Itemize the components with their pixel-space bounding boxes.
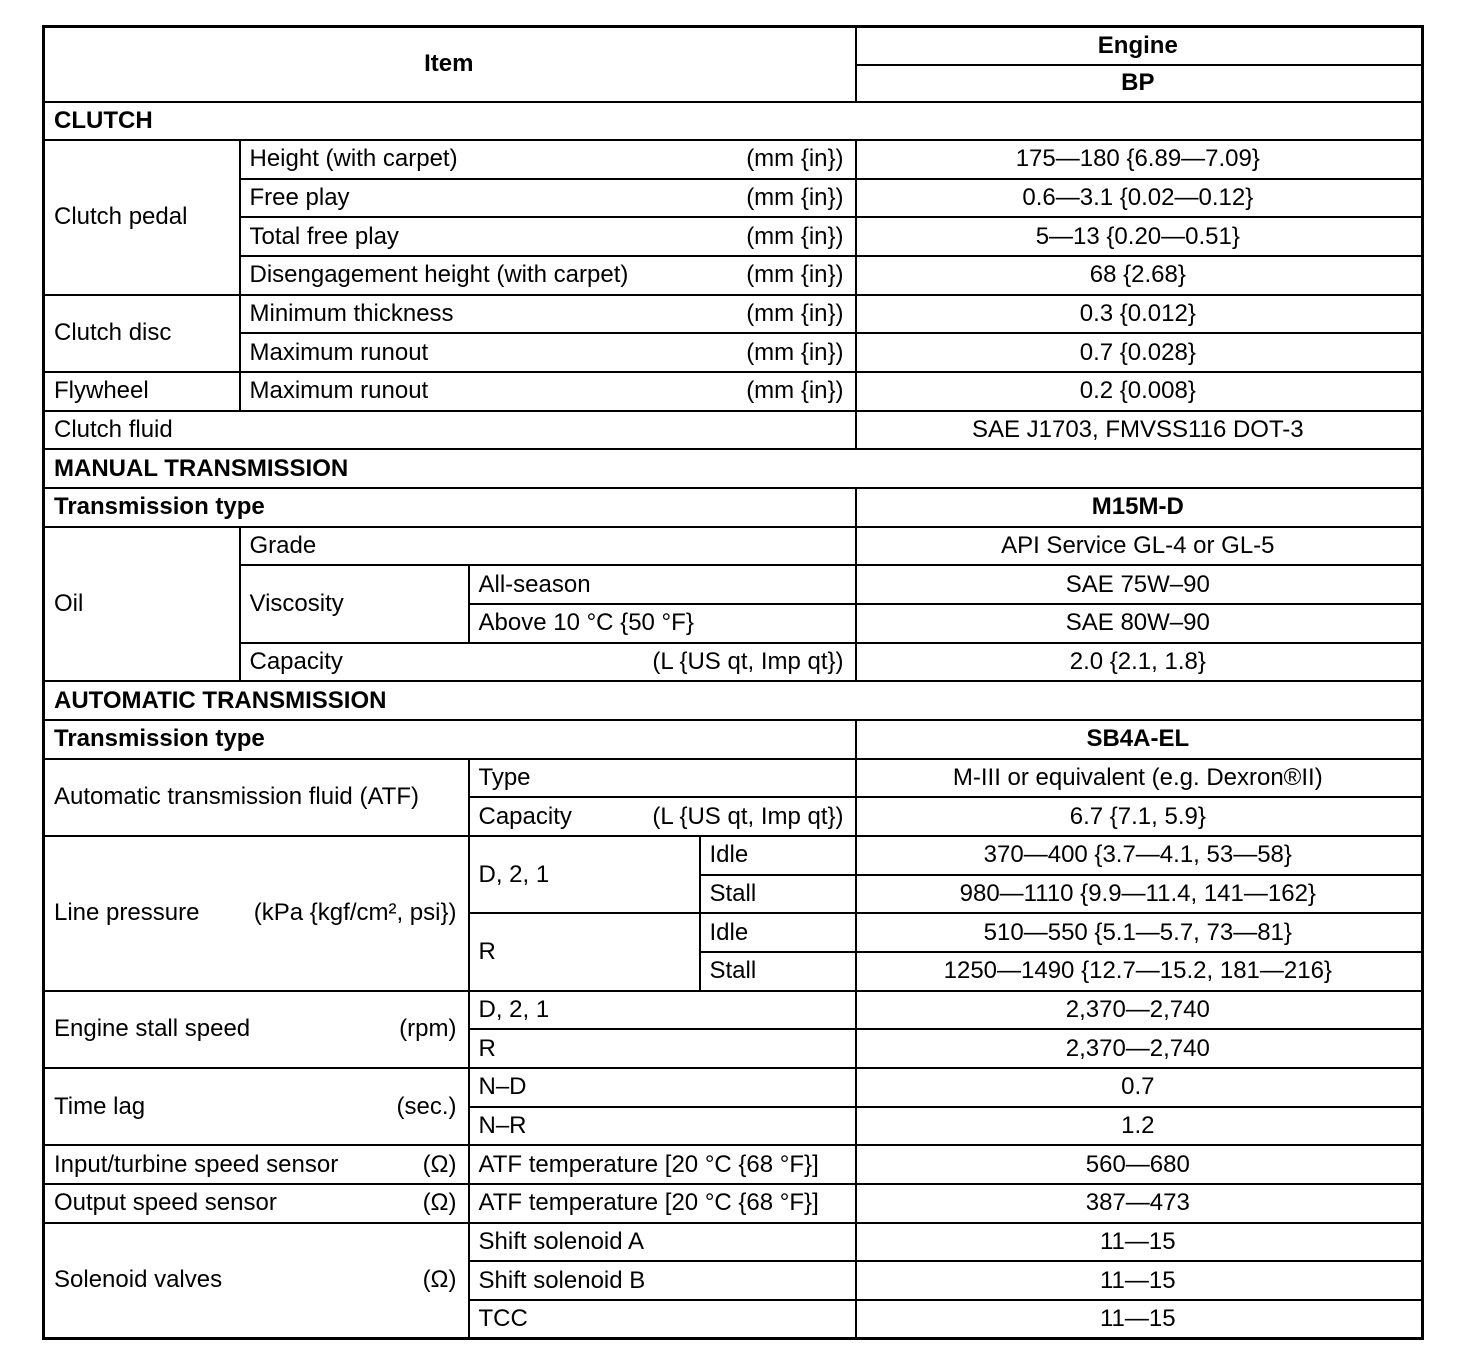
table-row xyxy=(44,140,1423,179)
atf-capacity-value: 6.7 {7.1, 5.9} xyxy=(856,797,1423,836)
item-unit-pair xyxy=(478,802,844,830)
item-label: Height (with carpet) xyxy=(249,145,458,173)
atf-capacity-item xyxy=(469,797,856,836)
flywheel-max-runout-item xyxy=(240,372,856,411)
table-row xyxy=(44,1223,1423,1262)
pedal-height-value: 175—180 {6.89—7.09} xyxy=(856,140,1423,179)
unit-label: (mm {in}) xyxy=(746,184,844,212)
disc-min-thickness-item xyxy=(240,295,856,334)
stall-speed-label-cell xyxy=(44,991,469,1068)
item-unit-pair xyxy=(250,302,844,326)
time-lag-label-cell xyxy=(44,1068,469,1145)
section-manual-transmission: MANUAL TRANSMISSION xyxy=(44,449,1423,488)
output-sensor-value: 387—473 xyxy=(856,1184,1423,1223)
output-sensor-unit: (Ω) xyxy=(422,1189,457,1217)
input-sensor-value: 560—680 xyxy=(856,1145,1423,1184)
table-row xyxy=(44,1145,1423,1184)
disc-min-thickness-value: 0.3 {0.012} xyxy=(856,295,1423,334)
line-pressure-condition: Stall xyxy=(700,875,856,914)
viscosity-condition: All-season xyxy=(469,565,856,604)
clutch-pedal-label: Clutch pedal xyxy=(44,140,240,295)
time-lag-value: 0.7 xyxy=(856,1068,1423,1107)
output-sensor-label: Output speed sensor xyxy=(54,1189,277,1217)
table-row xyxy=(44,527,1423,566)
pedal-height-item xyxy=(240,140,856,179)
item-label: Capacity xyxy=(478,802,572,830)
item-unit-pair xyxy=(249,338,844,366)
solenoid-label: Solenoid valves xyxy=(54,1266,223,1294)
table-row xyxy=(44,411,1423,450)
viscosity-value: SAE 75W–90 xyxy=(856,565,1423,604)
section-row xyxy=(44,449,1423,488)
viscosity-value: SAE 80W–90 xyxy=(856,604,1423,643)
item-unit-pair xyxy=(250,650,844,674)
section-row xyxy=(44,102,1423,141)
atf-label: Automatic transmission fluid (ATF) xyxy=(44,759,469,836)
stall-speed-range: D, 2, 1 xyxy=(469,991,856,1030)
viscosity-condition: Above 10 °C {50 °F} xyxy=(469,604,856,643)
unit-label: (L {US qt, Imp qt}) xyxy=(652,648,844,676)
stall-speed-value: 2,370—2,740 xyxy=(856,991,1423,1030)
solenoid-item: Shift solenoid B xyxy=(469,1261,856,1300)
atf-type-item: Type xyxy=(469,759,856,798)
disc-max-runout-value: 0.7 {0.028} xyxy=(856,333,1423,372)
output-sensor-label-cell xyxy=(44,1184,469,1223)
pedal-disengagement-item xyxy=(240,256,856,295)
oil-grade-value: API Service GL-4 or GL-5 xyxy=(856,527,1423,566)
disc-max-runout-item xyxy=(240,333,856,372)
unit-label: (mm {in}) xyxy=(746,300,844,328)
item-label: Total free play xyxy=(249,222,399,250)
line-pressure-value: 980—1110 {9.9—11.4, 141—162} xyxy=(856,875,1423,914)
at-type-label: Transmission type xyxy=(44,720,856,759)
line-pressure-value: 510—550 {5.1—5.7, 73—81} xyxy=(856,913,1423,952)
clutch-fluid-value: SAE J1703, FMVSS116 DOT-3 xyxy=(856,411,1423,450)
unit-label: (mm {in}) xyxy=(746,145,844,173)
input-sensor-unit: (Ω) xyxy=(422,1150,457,1178)
unit-label: (mm {in}) xyxy=(746,377,844,405)
table-row xyxy=(44,372,1423,411)
line-pressure-value: 1250—1490 {12.7—15.2, 181—216} xyxy=(856,952,1423,991)
atf-type-value: M-III or equivalent (e.g. Dexron®II) xyxy=(856,759,1423,798)
item-unit-pair xyxy=(249,222,844,250)
solenoid-value: 11—15 xyxy=(856,1300,1423,1339)
engine-column-header: Engine xyxy=(856,27,1423,65)
item-unit-pair xyxy=(54,901,457,925)
oil-viscosity-label: Viscosity xyxy=(240,565,469,642)
table-row xyxy=(44,1184,1423,1223)
table-row xyxy=(44,1068,1423,1107)
stall-speed-value: 2,370—2,740 xyxy=(856,1029,1423,1068)
pedal-free-play-value: 0.6—3.1 {0.02—0.12} xyxy=(856,179,1423,218)
item-unit-pair xyxy=(54,1150,457,1178)
section-clutch: CLUTCH xyxy=(44,102,1423,141)
oil-grade-item: Grade xyxy=(240,527,856,566)
table-row xyxy=(44,217,1423,256)
pedal-total-free-play-value: 5—13 {0.20—0.51} xyxy=(856,217,1423,256)
item-unit-pair xyxy=(250,379,844,403)
item-unit-pair xyxy=(250,186,844,210)
stall-speed-label: Engine stall speed xyxy=(54,1015,251,1043)
section-row xyxy=(44,681,1423,720)
table-row xyxy=(44,720,1423,759)
input-sensor-condition: ATF temperature [20 °C {68 °F}] xyxy=(469,1145,856,1184)
time-lag-label: Time lag xyxy=(54,1092,146,1120)
line-pressure-unit: (kPa {kgf/cm², psi}) xyxy=(253,899,457,927)
item-label: Free play xyxy=(249,184,350,212)
solenoid-item: Shift solenoid A xyxy=(469,1223,856,1262)
item-label: Capacity xyxy=(249,648,343,676)
item-unit-pair xyxy=(250,147,844,171)
header-row xyxy=(44,27,1423,65)
table-row xyxy=(44,991,1423,1030)
flywheel-label: Flywheel xyxy=(44,372,240,411)
line-pressure-condition: Stall xyxy=(700,952,856,991)
unit-label: (mm {in}) xyxy=(746,338,844,366)
item-label: Disengagement height (with carpet) xyxy=(249,261,629,289)
solenoid-label-cell xyxy=(44,1223,469,1339)
table-row xyxy=(44,179,1423,218)
unit-label: (mm {in}) xyxy=(746,261,844,289)
table-row xyxy=(44,333,1423,372)
line-pressure-range: R xyxy=(469,913,700,990)
item-unit-pair xyxy=(54,1017,457,1041)
pedal-free-play-item xyxy=(240,179,856,218)
section-automatic-transmission: AUTOMATIC TRANSMISSION xyxy=(44,681,1423,720)
mt-type-value: M15M-D xyxy=(856,488,1423,527)
solenoid-value: 11—15 xyxy=(856,1261,1423,1300)
stall-speed-unit: (rpm) xyxy=(399,1015,457,1043)
unit-label: (L {US qt, Imp qt}) xyxy=(652,802,844,830)
solenoid-unit: (Ω) xyxy=(422,1266,457,1294)
table-row xyxy=(44,488,1423,527)
table-row xyxy=(44,836,1423,875)
time-lag-shift: N–D xyxy=(469,1068,856,1107)
table-row xyxy=(44,759,1423,798)
pedal-disengagement-value: 68 {2.68} xyxy=(856,256,1423,295)
at-type-value: SB4A-EL xyxy=(856,720,1423,759)
item-unit-pair xyxy=(250,263,844,287)
line-pressure-condition: Idle xyxy=(700,913,856,952)
item-column-header: Item xyxy=(44,27,856,102)
output-sensor-condition: ATF temperature [20 °C {68 °F}] xyxy=(469,1184,856,1223)
time-lag-shift: N–R xyxy=(469,1107,856,1146)
item-unit-pair xyxy=(54,1191,457,1215)
line-pressure-label: Line pressure xyxy=(54,899,200,927)
line-pressure-value: 370—400 {3.7—4.1, 53—58} xyxy=(856,836,1423,875)
line-pressure-label-cell xyxy=(44,836,469,991)
oil-capacity-item xyxy=(240,643,856,682)
unit-label: (mm {in}) xyxy=(746,222,844,250)
solenoid-item: TCC xyxy=(469,1300,856,1339)
table-row xyxy=(44,643,1423,682)
mt-type-label: Transmission type xyxy=(44,488,856,527)
item-label: Minimum thickness xyxy=(249,300,454,328)
table-row xyxy=(44,295,1423,334)
table-row xyxy=(44,565,1423,604)
line-pressure-range: D, 2, 1 xyxy=(469,836,700,913)
engine-code-header: BP xyxy=(856,65,1423,102)
flywheel-max-runout-value: 0.2 {0.008} xyxy=(856,372,1423,411)
line-pressure-condition: Idle xyxy=(700,836,856,875)
item-label: Maximum runout xyxy=(249,338,429,366)
stall-speed-range: R xyxy=(469,1029,856,1068)
oil-label: Oil xyxy=(44,527,240,682)
solenoid-value: 11—15 xyxy=(856,1223,1423,1262)
item-unit-pair xyxy=(54,1268,457,1292)
input-sensor-label: Input/turbine speed sensor xyxy=(54,1150,339,1178)
oil-capacity-value: 2.0 {2.1, 1.8} xyxy=(856,643,1423,682)
item-unit-pair xyxy=(54,1092,457,1120)
specification-table xyxy=(42,25,1424,1340)
table-row xyxy=(44,256,1423,295)
input-sensor-label-cell xyxy=(44,1145,469,1184)
clutch-fluid-label: Clutch fluid xyxy=(44,411,856,450)
item-label: Maximum runout xyxy=(249,377,429,405)
pedal-total-free-play-item xyxy=(240,217,856,256)
time-lag-unit: (sec.) xyxy=(396,1092,457,1120)
clutch-disc-label: Clutch disc xyxy=(44,295,240,372)
time-lag-value: 1.2 xyxy=(856,1107,1423,1146)
